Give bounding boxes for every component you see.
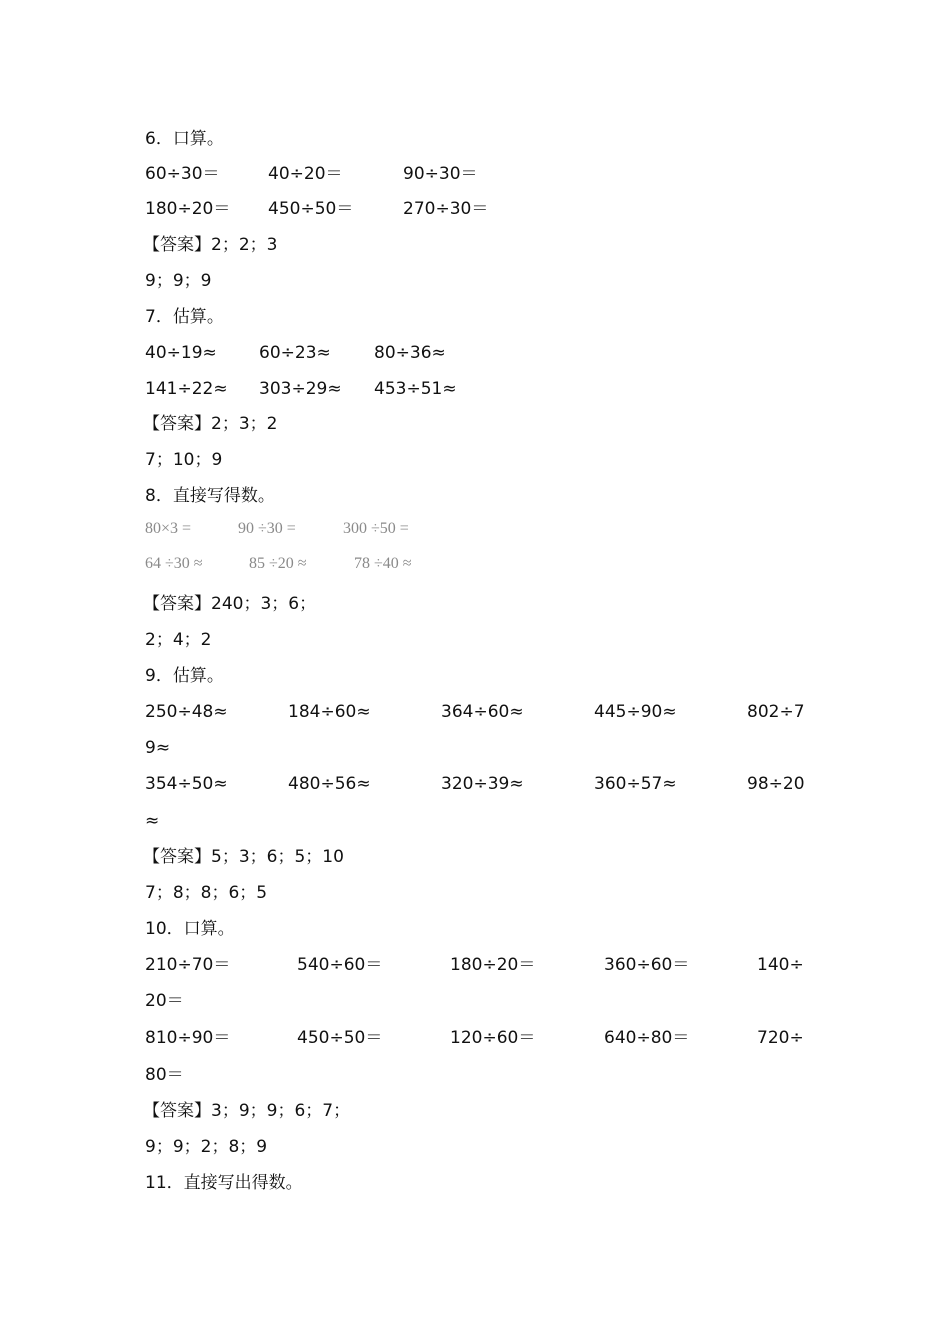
q6-heading: 6．口算。	[145, 129, 224, 149]
q9-row1-wrap	[0, 736, 950, 760]
q8-problem: 80×3 =	[145, 520, 192, 537]
q9-problem-wrap: ≈	[145, 811, 160, 831]
q6-answer: 【答案】2；2；3	[143, 235, 278, 255]
q10-problem: 180÷20＝	[450, 955, 536, 975]
q8-heading: 8．直接写得数。	[145, 486, 275, 506]
q9-answer-line2	[0, 881, 950, 905]
q10-row1	[0, 953, 950, 977]
q10-problem: 540÷60＝	[297, 955, 383, 975]
q6-answer-continued: 9；9；9	[145, 271, 212, 291]
q7-answer: 【答案】2；3；2	[143, 414, 278, 434]
q6-answer-line1	[0, 233, 950, 257]
q9-problem: 445÷90≈	[594, 702, 677, 722]
q6-heading-line	[0, 127, 950, 151]
q10-problem-wrap: 80＝	[145, 1065, 184, 1085]
q10-answer-line1	[0, 1099, 950, 1123]
q8-answer: 【答案】240；3；6；	[143, 594, 317, 614]
q10-problem: 720÷	[757, 1028, 804, 1048]
q7-problem: 40÷19≈	[145, 343, 217, 363]
q6-row1	[0, 162, 950, 186]
q7-row2	[0, 377, 950, 401]
q8-answer-continued: 2；4；2	[145, 630, 212, 650]
q6-problem: 450÷50＝	[268, 199, 354, 219]
q9-problem: 184÷60≈	[288, 702, 371, 722]
q10-problem: 810÷90＝	[145, 1028, 231, 1048]
q6-problem: 270÷30＝	[403, 199, 489, 219]
q10-problem: 640÷80＝	[604, 1028, 690, 1048]
q7-problem: 80÷36≈	[374, 343, 446, 363]
q8-row2	[0, 552, 950, 576]
q7-heading: 7．估算。	[145, 307, 224, 327]
q9-problem: 802÷7	[747, 702, 805, 722]
q6-problem: 90÷30＝	[403, 164, 478, 184]
q9-heading-line	[0, 664, 950, 688]
q6-answer-line2	[0, 269, 950, 293]
q10-problem: 450÷50＝	[297, 1028, 383, 1048]
q8-answer-line2	[0, 628, 950, 652]
q10-row2-wrap	[0, 1063, 950, 1087]
q7-problem: 60÷23≈	[259, 343, 331, 363]
q9-heading: 9．估算。	[145, 666, 224, 686]
q10-problem: 360÷60＝	[604, 955, 690, 975]
q10-answer-line2	[0, 1135, 950, 1159]
q11-heading-line	[0, 1171, 950, 1195]
q9-problem: 354÷50≈	[145, 774, 228, 794]
q7-answer-continued: 7；10；9	[145, 450, 223, 470]
q7-problem: 141÷22≈	[145, 379, 228, 399]
q8-problem: 78 ÷40 ≈	[354, 555, 412, 572]
q9-row1	[0, 700, 950, 724]
q8-problem: 300 ÷50 =	[343, 520, 409, 537]
q10-row1-wrap	[0, 989, 950, 1013]
q8-problem: 90 ÷30 =	[238, 520, 296, 537]
q6-row2	[0, 197, 950, 221]
q10-answer-continued: 9；9；2；8；9	[145, 1137, 268, 1157]
q8-answer-line1	[0, 592, 950, 616]
q7-row1	[0, 341, 950, 365]
q9-row2	[0, 772, 950, 796]
q7-heading-line	[0, 305, 950, 329]
q8-row1	[0, 517, 950, 541]
q8-problem: 85 ÷20 ≈	[249, 555, 307, 572]
q6-problem: 40÷20＝	[268, 164, 343, 184]
q7-answer-line2	[0, 448, 950, 472]
q9-row2-wrap	[0, 809, 950, 833]
q6-problem: 180÷20＝	[145, 199, 231, 219]
q10-problem-wrap: 20＝	[145, 991, 184, 1011]
q9-problem-wrap: 9≈	[145, 738, 171, 758]
q10-answer: 【答案】3；9；9；6；7；	[143, 1101, 351, 1121]
q9-answer-line1	[0, 845, 950, 869]
q6-problem: 60÷30＝	[145, 164, 220, 184]
q8-heading-line	[0, 484, 950, 508]
q9-problem: 98÷20	[747, 774, 805, 794]
q7-problem: 303÷29≈	[259, 379, 342, 399]
q9-problem: 360÷57≈	[594, 774, 677, 794]
q10-row2	[0, 1026, 950, 1050]
q7-problem: 453÷51≈	[374, 379, 457, 399]
q9-problem: 250÷48≈	[145, 702, 228, 722]
q10-problem: 140÷	[757, 955, 804, 975]
q9-problem: 320÷39≈	[441, 774, 524, 794]
q9-problem: 480÷56≈	[288, 774, 371, 794]
q7-answer-line1	[0, 412, 950, 436]
q9-answer: 【答案】5；3；6；5；10	[143, 847, 344, 867]
q10-problem: 120÷60＝	[450, 1028, 536, 1048]
q11-heading: 11．直接写出得数。	[145, 1173, 303, 1193]
q10-heading-line	[0, 917, 950, 941]
q9-problem: 364÷60≈	[441, 702, 524, 722]
q10-problem: 210÷70＝	[145, 955, 231, 975]
q8-problem: 64 ÷30 ≈	[145, 555, 203, 572]
q9-answer-continued: 7；8；8；6；5	[145, 883, 268, 903]
q10-heading: 10．口算。	[145, 919, 235, 939]
